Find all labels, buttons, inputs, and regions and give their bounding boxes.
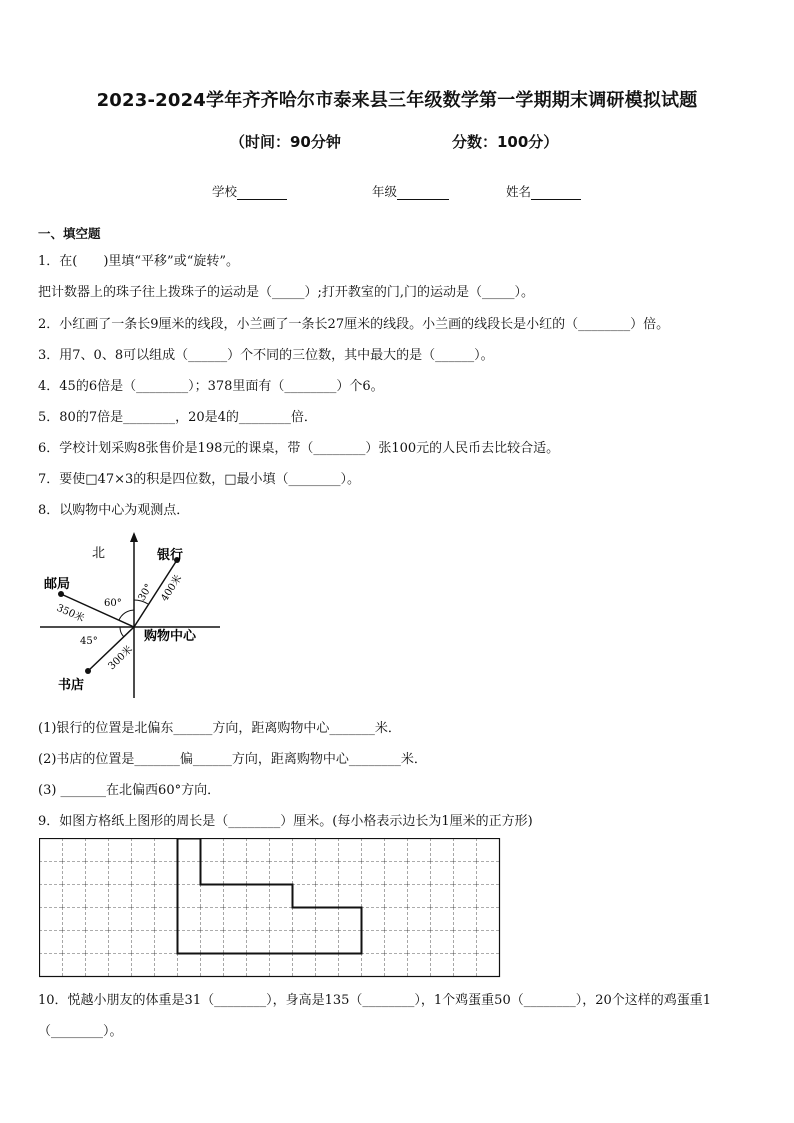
- question-9: 9．如图方格纸上图形的周长是（________）厘米。(每小格表示边长为1厘米的正方形): [38, 814, 533, 829]
- question-5: 5．80的7倍是________，20是4的________倍．: [38, 410, 317, 425]
- bank-distance-label: 400米: [159, 573, 185, 604]
- question-8-part-3: (3) _______在北偏西60°方向．: [38, 783, 221, 798]
- store-distance-label: 300米: [106, 644, 136, 673]
- bank-label: 银行: [157, 548, 184, 563]
- question-8-part-2: (2)书店的位置是_______偏______方向，距离购物中心________米．: [38, 752, 427, 767]
- name-blank[interactable]: [531, 186, 581, 200]
- angle-45-label: 45°: [80, 636, 98, 647]
- name-label: 姓名: [506, 184, 532, 199]
- north-label: 北: [92, 546, 106, 561]
- store-label: 书店: [58, 678, 85, 693]
- direction-diagram: [40, 530, 240, 700]
- grade-blank[interactable]: [397, 186, 449, 200]
- exam-time: （时间：90分钟: [230, 133, 341, 151]
- school-label: 学校: [212, 184, 238, 199]
- angle-60-label: 60°: [104, 598, 122, 609]
- school-field: [212, 182, 287, 200]
- question-1-intro: 1．在( )里填“平移”或“旋转”。: [38, 254, 239, 269]
- post-distance-label: 350米: [54, 602, 86, 625]
- question-6: 6．学校计划采购8张售价是198元的课桌，带（________）张100元的人民币去比较合适。: [38, 441, 560, 456]
- grid-figure: [39, 838, 503, 982]
- question-7: 7．要使□47×3的积是四位数，□最小填（________）。: [38, 472, 361, 487]
- grade-field: [372, 182, 449, 200]
- angle-30-label: 30°: [136, 582, 155, 603]
- north-arrow-icon: [130, 532, 138, 542]
- exam-score: 分数：100分）: [452, 133, 559, 151]
- grid-paper: [39, 838, 499, 976]
- question-8: 8．以购物中心为观测点．: [38, 503, 190, 518]
- question-3: 3．用7、0、8可以组成（______）个不同的三位数，其中最大的是（______）。: [38, 348, 494, 363]
- grade-label: 年级: [372, 184, 398, 199]
- name-field: [506, 182, 581, 200]
- center-label: 购物中心: [144, 629, 197, 644]
- arc-60: [119, 610, 134, 620]
- question-4: 4．45的6倍是（________）；378里面有（________）个6。: [38, 379, 384, 394]
- page-title: 2023-2024学年齐齐哈尔市泰来县三年级数学第一学期期末调研模拟试题: [96, 90, 698, 111]
- arc-45: [120, 627, 124, 637]
- question-2: 2．小红画了一条长9厘米的线段，小兰画了一条长27厘米的线段。小兰画的线段长是小红的（________）倍。: [38, 317, 670, 332]
- post-label: 邮局: [44, 577, 71, 592]
- question-8-part-1: (1)银行的位置是北偏东______方向，距离购物中心_______米．: [38, 721, 401, 736]
- question-10: 10．悦越小朋友的体重是31（________），身高是135（________），1个鸡蛋重50（________），20个这样的鸡蛋重1: [38, 993, 712, 1008]
- section-heading: 一、填空题: [38, 226, 101, 241]
- question-10-continued: （________）。: [38, 1024, 123, 1039]
- store-point: [85, 668, 91, 674]
- school-blank[interactable]: [237, 186, 287, 200]
- question-1-body: 把计数器上的珠子往上拨珠子的运动是（_____）;打开教室的门,门的运动是（_____）。: [38, 285, 535, 300]
